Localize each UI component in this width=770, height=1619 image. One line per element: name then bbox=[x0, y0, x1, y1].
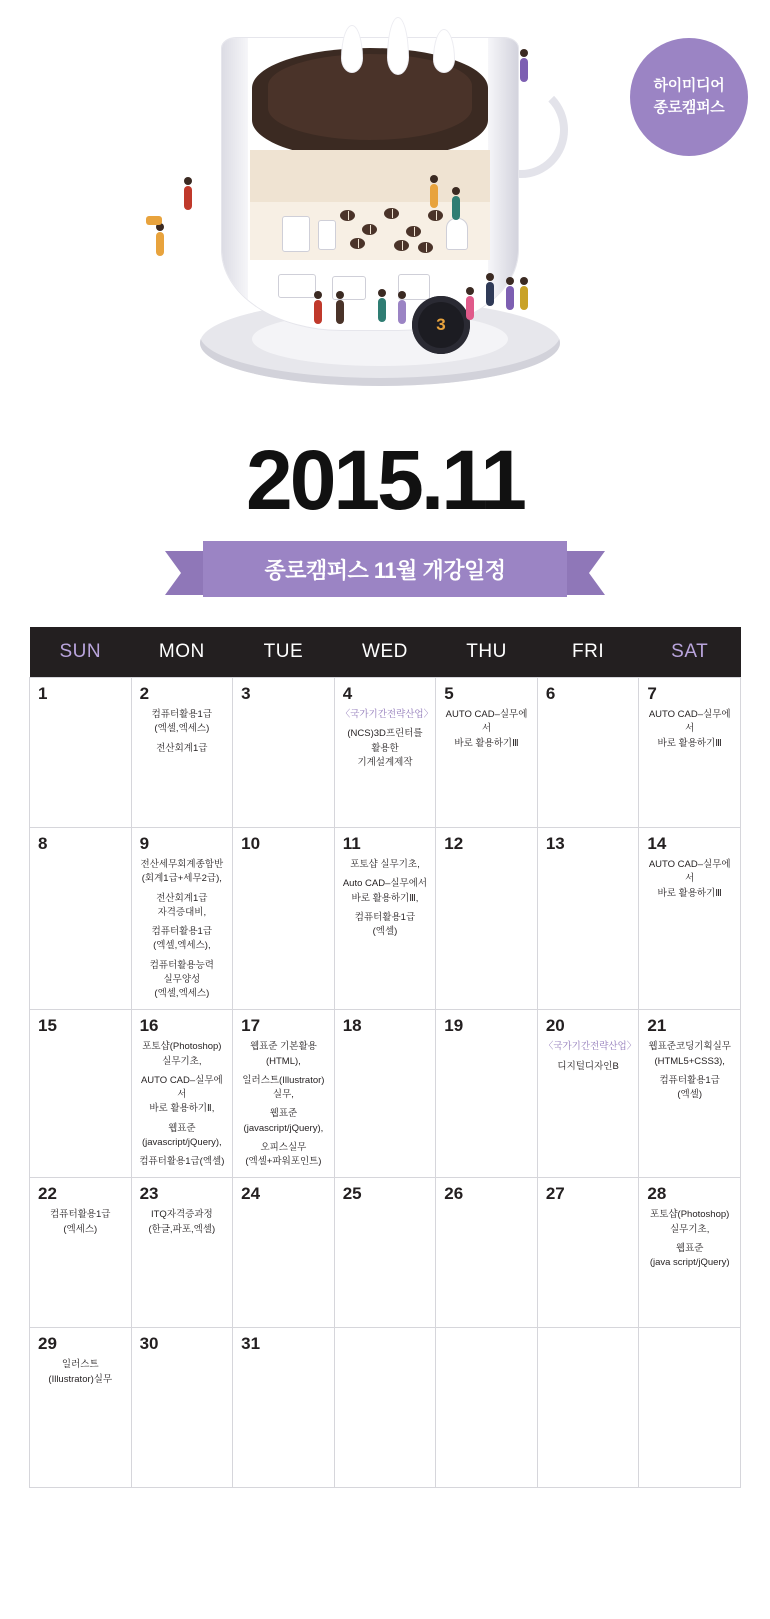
calendar-header-sat: SAT bbox=[639, 627, 741, 678]
calendar-day-events bbox=[440, 708, 533, 751]
person-figure bbox=[430, 184, 438, 208]
calendar-event-item: 전산세무회계종합반 (회계1급+세무2급), bbox=[140, 859, 224, 885]
calendar-day-number: 7 bbox=[647, 684, 657, 703]
calendar-event-item: 컴퓨터활용능력 실무양성 (엑셀,엑세스) bbox=[149, 959, 214, 999]
calendar-day-cell[interactable] bbox=[639, 1010, 741, 1178]
calendar-day-events bbox=[34, 1358, 127, 1387]
campus-badge-line2: 종로캠퍼스 bbox=[653, 99, 725, 116]
calendar-day-cell[interactable] bbox=[639, 678, 741, 828]
coffee-bean-icon bbox=[384, 208, 399, 219]
calendar-event-item: 웹표준 기본활용 (HTML), bbox=[249, 1041, 317, 1067]
person-figure bbox=[466, 296, 474, 320]
person-figure bbox=[314, 300, 322, 324]
calendar-day-number: 21 bbox=[647, 1016, 667, 1036]
person-figure bbox=[520, 286, 528, 310]
calendar-event-item: 컴퓨터활용1급 (엑셀,엑세스), bbox=[151, 926, 213, 952]
calendar-day-number: 13 bbox=[545, 834, 565, 853]
calendar-event-item: 웹표준 (javascript/jQuery), bbox=[141, 1122, 222, 1148]
dog-figure bbox=[146, 216, 162, 225]
calendar-day-cell[interactable] bbox=[30, 1328, 132, 1488]
calendar-day-cell[interactable] bbox=[639, 828, 741, 1010]
calendar-day-cell[interactable] bbox=[436, 828, 538, 1010]
calendar-day-number: 4 bbox=[342, 684, 353, 703]
coffee-bean-icon bbox=[406, 226, 421, 237]
coffee-bean-icon bbox=[394, 240, 409, 251]
calendar-day-cell[interactable] bbox=[436, 1328, 538, 1488]
calendar-event-item: 컴퓨터활용1급 (엑세스) bbox=[50, 1209, 111, 1235]
calendar-header-tue: TUE bbox=[233, 627, 335, 678]
calendar-day-cell[interactable] bbox=[334, 828, 436, 1010]
coffee-sack-icon bbox=[446, 218, 468, 250]
calendar-event-item: 컴퓨터활용1급 (엑셀) bbox=[354, 911, 416, 937]
coffee-cup-shape bbox=[222, 38, 518, 330]
calendar-event-item: 디지털디자인B bbox=[557, 1060, 619, 1072]
calendar-event-item: 컴퓨터활용1급(엑셀) bbox=[139, 1156, 225, 1167]
calendar-day-number: 27 bbox=[545, 1184, 565, 1204]
calendar-day-number: 19 bbox=[444, 1016, 464, 1036]
calendar-day-cell[interactable] bbox=[131, 678, 233, 828]
milk-drop-icon bbox=[434, 30, 454, 72]
calendar-event-item: AUTO CAD–실무에서 바로 활용하기Ⅱ, bbox=[140, 1074, 223, 1115]
calendar-day-number: 31 bbox=[241, 1334, 261, 1354]
calendar-day-number: 23 bbox=[139, 1184, 159, 1204]
calendar-day-cell[interactable] bbox=[131, 1010, 233, 1178]
calendar-event-item: 웹표준코딩기획실무 (HTML5+CSS3), bbox=[648, 1041, 731, 1067]
calendar-day-cell[interactable] bbox=[30, 1178, 132, 1328]
calendar-day-number: 30 bbox=[139, 1334, 159, 1354]
person-figure bbox=[452, 196, 460, 220]
calendar-day-number: 29 bbox=[38, 1334, 57, 1354]
campus-badge-line1: 하이미디어 bbox=[653, 77, 725, 95]
calendar-day-cell[interactable] bbox=[334, 678, 436, 828]
calendar-week-row bbox=[30, 1328, 741, 1488]
calendar-day-events bbox=[237, 1040, 330, 1169]
person-figure bbox=[336, 300, 344, 324]
calendar-event-item: (NCS)3D프린터를 활용한 기계설계제작 bbox=[347, 728, 423, 768]
calendar-header-mon: MON bbox=[131, 627, 233, 678]
calendar-day-number: 15 bbox=[38, 1016, 57, 1036]
person-figure bbox=[506, 286, 514, 310]
calendar-table bbox=[29, 627, 741, 1488]
calendar-day-number: 1 bbox=[38, 684, 48, 703]
coffee-bean-icon bbox=[428, 210, 443, 221]
person-figure bbox=[156, 232, 164, 256]
calendar-day-cell[interactable] bbox=[537, 678, 639, 828]
calendar-event-item: 컴퓨터활용1급 (엑셀) bbox=[659, 1074, 720, 1100]
calendar-event-item: AUTO CAD–실무에서 바로 활용하기Ⅲ bbox=[445, 709, 528, 749]
person-figure bbox=[520, 58, 528, 82]
calendar-header-thu: THU bbox=[436, 627, 538, 678]
calendar-event-item: 포토샵 실무기초, bbox=[350, 859, 420, 870]
coffee-bean-icon bbox=[340, 210, 355, 221]
calendar-event-item: 〈국가기간전략산업〉 bbox=[543, 1041, 637, 1053]
calendar-week-row bbox=[30, 1010, 741, 1178]
counter-icon bbox=[278, 274, 316, 298]
calendar-day-cell[interactable] bbox=[131, 1328, 233, 1488]
calendar-day-cell[interactable] bbox=[131, 828, 233, 1010]
calendar-day-number: 20 bbox=[545, 1016, 565, 1036]
calendar-day-cell[interactable] bbox=[436, 1010, 538, 1178]
grinder-icon bbox=[318, 220, 336, 250]
calendar-day-number: 17 bbox=[241, 1016, 261, 1036]
calendar-day-cell[interactable] bbox=[30, 678, 132, 828]
calendar-header-row bbox=[30, 627, 741, 678]
calendar-day-number: 2 bbox=[139, 684, 150, 703]
milk-drop-icon bbox=[388, 18, 408, 74]
person-figure bbox=[378, 298, 386, 322]
ribbon-banner bbox=[165, 541, 605, 601]
calendar-day-number: 9 bbox=[139, 834, 150, 853]
calendar-week-row bbox=[30, 828, 741, 1010]
calendar-week-row bbox=[30, 678, 741, 828]
calendar-event-item: 일러스트 (Illustrator)실무 bbox=[48, 1359, 113, 1385]
calendar-day-events bbox=[136, 1208, 229, 1237]
page-title: 2015.11 bbox=[245, 433, 524, 527]
calendar-day-cell[interactable] bbox=[233, 1010, 335, 1178]
calendar-day-number: 22 bbox=[38, 1184, 57, 1204]
calendar-body bbox=[30, 678, 741, 1488]
calendar-day-number: 14 bbox=[647, 834, 667, 853]
calendar-header-fri: FRI bbox=[537, 627, 639, 678]
calendar-event-item: 포토샵(Photoshop) 실무기초, bbox=[142, 1041, 222, 1067]
calendar-day-events bbox=[34, 1208, 127, 1237]
calendar-day-cell[interactable] bbox=[233, 1178, 335, 1328]
calendar-day-cell[interactable] bbox=[639, 1328, 741, 1488]
calendar-header-sun: SUN bbox=[30, 627, 132, 678]
calendar-day-number: 24 bbox=[241, 1184, 261, 1204]
calendar-day-number: 6 bbox=[545, 684, 556, 703]
calendar-day-cell[interactable] bbox=[639, 1178, 741, 1328]
calendar-day-number: 11 bbox=[342, 834, 361, 853]
hero-illustration bbox=[0, 0, 770, 420]
calendar-day-events bbox=[542, 1040, 635, 1074]
coffee-bean-icon bbox=[418, 242, 433, 253]
calendar-day-events bbox=[339, 708, 432, 770]
calendar-week-row bbox=[30, 1178, 741, 1328]
calendar-day-number: 5 bbox=[444, 684, 454, 703]
calendar-day-cell[interactable] bbox=[233, 678, 335, 828]
cup-glass-left bbox=[222, 38, 248, 330]
calendar-event-item: AUTO CAD–실무에서 바로 활용하기Ⅲ bbox=[648, 709, 731, 749]
calendar-day-cell[interactable] bbox=[30, 828, 132, 1010]
calendar-event-item: 전산회계1급 bbox=[156, 742, 208, 754]
calendar-day-events bbox=[643, 708, 736, 751]
calendar-day-events bbox=[643, 1040, 736, 1102]
calendar-day-events bbox=[136, 1040, 229, 1169]
calendar-day-cell[interactable] bbox=[233, 1328, 335, 1488]
calendar-day-cell[interactable] bbox=[436, 1178, 538, 1328]
calendar-day-number: 10 bbox=[241, 834, 261, 853]
calendar-day-cell[interactable] bbox=[537, 1010, 639, 1178]
calendar-day-cell[interactable] bbox=[334, 1328, 436, 1488]
calendar-day-cell[interactable] bbox=[30, 1010, 132, 1178]
calendar-day-number: 28 bbox=[647, 1184, 667, 1204]
calendar-day-cell[interactable] bbox=[537, 1328, 639, 1488]
calendar-day-events bbox=[339, 858, 432, 939]
person-figure bbox=[184, 186, 192, 210]
calendar-event-item: 웹표준 (java script/jQuery) bbox=[649, 1242, 730, 1268]
calendar-event-item: AUTO CAD–실무에서 바로 활용하기Ⅲ bbox=[648, 859, 731, 899]
calendar-day-cell[interactable] bbox=[436, 678, 538, 828]
calendar-event-item: 오피스실무 (엑셀+파워포인트) bbox=[245, 1141, 322, 1167]
calendar-day-cell[interactable] bbox=[131, 1178, 233, 1328]
calendar-day-number: 3 bbox=[241, 684, 251, 703]
calendar-event-item: 웹표준 (javascript/jQuery), bbox=[243, 1108, 324, 1134]
calendar-day-number: 18 bbox=[342, 1016, 362, 1036]
clock-icon: 3 bbox=[412, 296, 470, 354]
calendar-day-number: 25 bbox=[342, 1184, 362, 1204]
person-figure bbox=[398, 300, 406, 324]
calendar-day-number: 26 bbox=[444, 1184, 464, 1204]
coffee-machine-icon bbox=[282, 216, 310, 252]
calendar-day-number: 12 bbox=[444, 834, 464, 853]
calendar-event-item: 일러스트(Illustrator) 실무, bbox=[242, 1074, 325, 1100]
calendar-day-cell[interactable] bbox=[233, 828, 335, 1010]
person-figure bbox=[486, 282, 494, 306]
calendar-event-item: Auto CAD–실무에서 바로 활용하기Ⅲ, bbox=[342, 878, 428, 904]
calendar-day-number: 8 bbox=[38, 834, 48, 853]
coffee-bean-icon bbox=[350, 238, 365, 249]
calendar-header-wed: WED bbox=[334, 627, 436, 678]
coffee-bean-icon bbox=[362, 224, 377, 235]
milk-drop-icon bbox=[342, 26, 362, 72]
calendar-day-cell[interactable] bbox=[537, 1178, 639, 1328]
ribbon-label: 종로캠퍼스 11월 개강일정 bbox=[203, 541, 567, 597]
calendar-day-events bbox=[643, 1208, 736, 1270]
calendar-day-cell[interactable] bbox=[334, 1178, 436, 1328]
calendar-day-cell[interactable] bbox=[537, 828, 639, 1010]
calendar-event-item: 포토샵(Photoshop) 실무기초, bbox=[650, 1209, 730, 1235]
calendar-day-events bbox=[136, 708, 229, 756]
calendar-day-events bbox=[643, 858, 736, 901]
calendar-event-item: 전산회계1급 자격증대비, bbox=[156, 892, 208, 918]
calendar-event-item: ITQ자격증과정 (한글,파포,엑셀) bbox=[148, 1209, 216, 1235]
calendar-event-item: 〈국가기간전략산업〉 bbox=[340, 709, 434, 720]
campus-badge bbox=[630, 38, 748, 156]
calendar-day-number: 16 bbox=[139, 1016, 159, 1036]
calendar-event-item: 컴퓨터활용1급 (엑셀,엑세스) bbox=[151, 709, 213, 735]
calendar-day-cell[interactable] bbox=[334, 1010, 436, 1178]
calendar-day-events bbox=[136, 858, 229, 1001]
